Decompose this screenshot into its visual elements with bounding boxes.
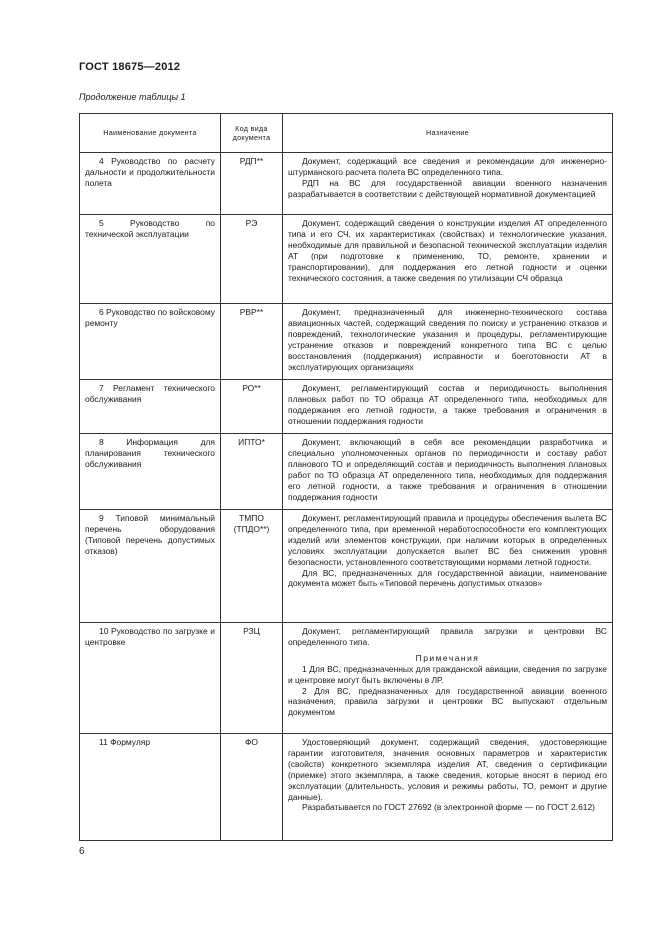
table-row	[80, 304, 613, 380]
column-header-name: Наименование документа	[80, 114, 221, 153]
document-name: 8 Информация для планирования технического обслуживания	[80, 434, 221, 510]
document-types-table	[79, 113, 613, 841]
document-name: 4 Руководство по расчету дальности и продолжительности полета	[80, 153, 221, 215]
purpose-paragraph: Документ, включающий в себя все рекомендации разработчика и специально уполномоченных органов по периодичности и составу работ планового ТО и определяющий состав и периодичность выполнения плановых работ по ТО образца АТ определенного типа, необходимых для поддержания его летной годности, а также требования и ограничения в отношении поддержания годности	[288, 437, 607, 502]
document-code: РО**	[221, 380, 283, 434]
table-row	[80, 215, 613, 304]
document-purpose	[283, 304, 613, 380]
document-purpose	[283, 380, 613, 434]
purpose-paragraph: Документ, регламентирующий состав и периодичность выполнения плановых работ по ТО образца АТ определенного типа, необходимых для поддержания его летной годности, а также требования и ограничения в отношении поддержания годности	[288, 383, 607, 426]
table-row	[80, 510, 613, 623]
column-header-purpose: Назначение	[283, 114, 613, 153]
purpose-paragraph: Для ВС, предназначенных для государственной авиации, наименование документа может быть «Типовой перечень допустимых отказов»	[288, 567, 607, 589]
document-purpose	[283, 623, 613, 734]
purpose-paragraph: Документ, регламентирующий правила загрузки и центровки ВС определенного типа.	[288, 626, 607, 647]
document-code: ФО	[221, 734, 283, 841]
purpose-paragraph: Документ, регламентирующий правила и процедуры обеспечения вылета ВС определенного типа, при временной неработоспособности его комплектующих изделий или элементов конструкции, при наличии которых в определенных условиях эксплуатации допускается вылет ВС без снижения уровня безопасности, установленного соответствующими нормами летной годности.	[288, 513, 607, 567]
document-code: РВР**	[221, 304, 283, 380]
table-row	[80, 623, 613, 734]
document-purpose	[283, 734, 613, 841]
purpose-paragraph: Документ, содержащий сведения о конструкции изделия АТ определенного типа и его СЧ, их характеристиках (свойствах) и технологические указания, необходимые для правильной и безопасной технической эксплуатации изделия АТ (при подготовке к применению, ТО, ремонте, хранении и транспортировании), для поддержания его летной годности и оценки технического состояния, а также сведения по утилизации СЧ образца	[288, 218, 607, 283]
document-code: РДП**	[221, 153, 283, 215]
document-name: 9 Типовой минимальный перечень оборудования (Типовой перечень допустимых отказов)	[80, 510, 221, 623]
purpose-paragraph: РДП на ВС для государственной авиации военного назначения разрабатывается в соответствии с действующей нормативной документацией	[288, 177, 607, 199]
document-name: 7 Регламент технического обслуживания	[80, 380, 221, 434]
table-header-row	[80, 114, 613, 153]
document-name: 10 Руководство по загрузке и центровке	[80, 623, 221, 734]
table-row	[80, 380, 613, 434]
document-code: РЗЦ	[221, 623, 283, 734]
document-purpose	[283, 510, 613, 623]
document-purpose	[283, 153, 613, 215]
document-purpose	[283, 434, 613, 510]
purpose-paragraph: Документ, предназначенный для инженерно-технического состава авиационных частей, содержащий сведения по поиску и устранению отказов и повреждений, технологические указания и процедуры, регламентирующие устранение отказов и повреждений конкретного типа ВС с целью восстановления (поддержания) исправности и боеготовности АТ в эксплуатирующих организациях	[288, 307, 607, 372]
table-row	[80, 434, 613, 510]
document-name: 6 Руководство по войсковому ремонту	[80, 304, 221, 380]
table-caption: Продолжение таблицы 1	[79, 92, 186, 102]
purpose-paragraph: Разрабатывается по ГОСТ 27692 (в электронной форме — по ГОСТ 2.612)	[302, 802, 595, 813]
document-code: ТМПО (ТПДО**)	[221, 510, 283, 623]
page-number: 6	[79, 846, 85, 857]
note-item: 2 Для ВС, предназначенных для государственной авиации военного назначения, правила загрузки и центровки ВС выпускают отдельным документом	[288, 685, 607, 718]
purpose-paragraph: Документ, содержащий все сведения и рекомендации для инженерно-штурманского расчета полета ВС определенного типа.	[288, 156, 607, 177]
table-row	[80, 734, 613, 841]
document-code: РЭ	[221, 215, 283, 304]
table-row	[80, 153, 613, 215]
note-item: 1 Для ВС, предназначенных для гражданской авиации, сведения по загрузке и центровке могут быть включены в ЛР.	[288, 663, 607, 685]
column-header-code: Код вида документа	[221, 114, 283, 153]
document-purpose	[283, 215, 613, 304]
purpose-paragraph: Удостоверяющий документ, содержащий сведения, удостоверяющие гарантии изготовителя, значения основных параметров и характеристик (свойств) конкретного экземпляра изделия АТ, сведения о сертификации (приемке) этого экземпляра, а также сведения, которые вносят в период его эксплуатации (длительность, условия и режимы работы, ТО, ремонт и другие данные).	[288, 737, 607, 802]
notes-title: Примечания	[415, 652, 480, 663]
document-name: 11 Формуляр	[80, 734, 221, 841]
document-name: 5 Руководство по технической эксплуатации	[80, 215, 221, 304]
page-header: ГОСТ 18675—2012	[79, 61, 181, 73]
document-code: ИПТО*	[221, 434, 283, 510]
